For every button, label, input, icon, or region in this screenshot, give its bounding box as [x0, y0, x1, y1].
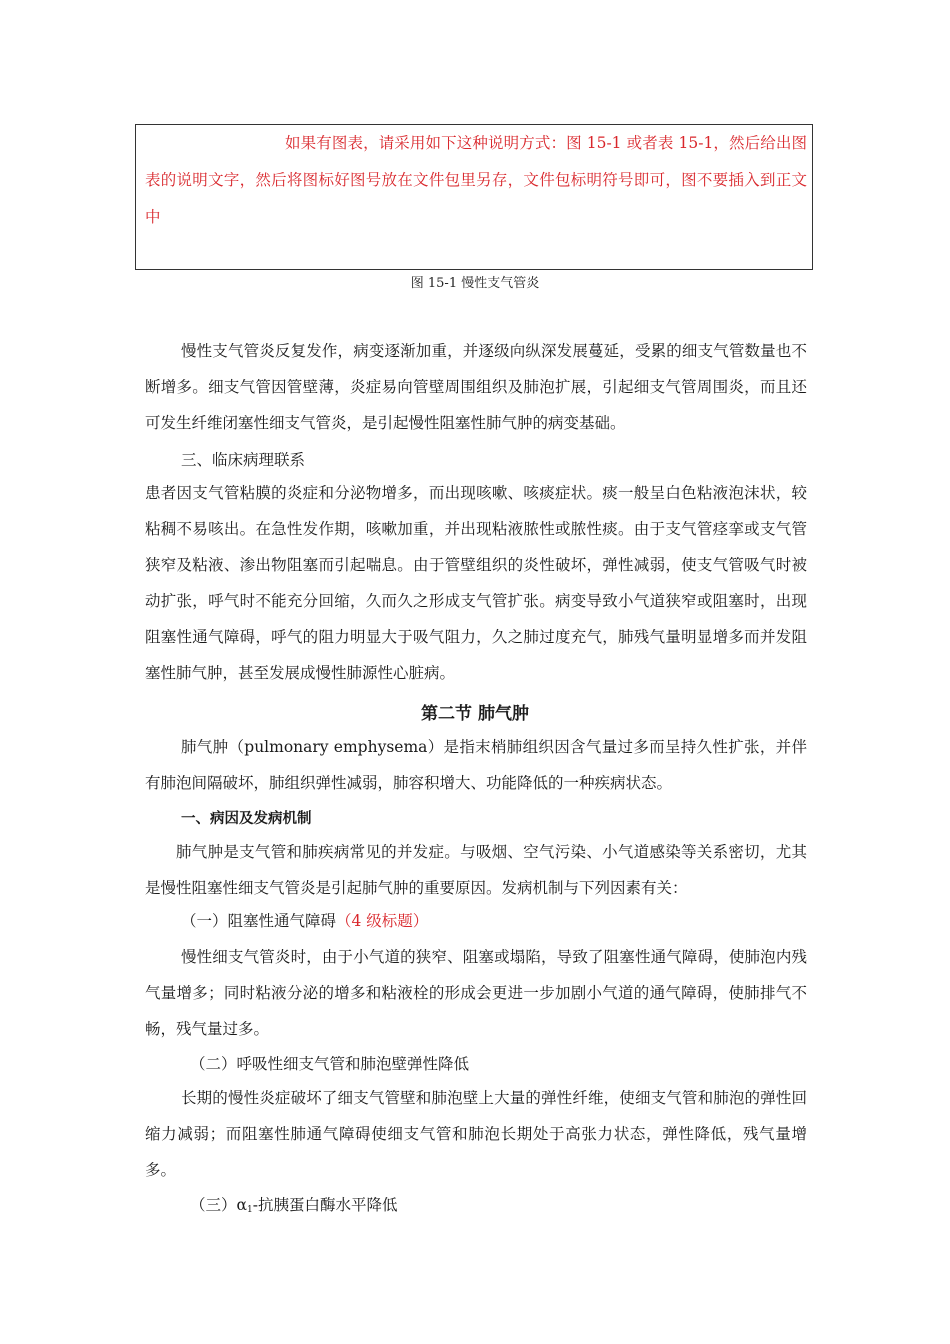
- item-antitrypsin: [190, 1193, 397, 1222]
- item-elasticity-reduction: （二）呼吸性细支气管和肺泡壁弹性降低: [190, 1055, 470, 1073]
- figure-caption: 图 15-1 慢性支气管炎: [410, 276, 540, 291]
- paragraph-emphysema-definition: 肺气肿（pulmonary emphysema）是指末梢肺组织因含气量过多而呈持久性扩张，并伴有肺泡间隔破坏，肺组织弹性减弱，肺容积增大、功能降低的一种疾病状态。: [145, 738, 807, 792]
- figure-instruction-box: [135, 124, 813, 270]
- paragraph-obstructive-ventilation: 慢性细支气管炎时，由于小气道的狭窄、阻塞或塌陷，导致了阻塞性通气障碍，使肺泡内残气量增多；同时粘液分泌的增多和粘液栓的形成会更进一步加剧小气道的通气障碍，使肺排气不畅，残气量过多。: [145, 948, 807, 1038]
- paragraph-clinical-pathology: 患者因支气管粘膜的炎症和分泌物增多，而出现咳嗽、咳痰症状。痰一般呈白色粘液泡沫状，较粘稠不易咳出。在急性发作期，咳嗽加重，并出现粘液脓性或脓性痰。由于支气管痉挛或支气管狭窄及粘液、渗出物阻塞而引起喘息。由于管壁组织的炎性破坏，弹性减弱，使支气管吸气时被动扩张，呼气时不能充分回缩，久而久之形成支气管扩张。病变导致小气道狭窄或阻塞时，出现阻塞性通气障碍，呼气的阻力明显大于吸气阻力，久之肺过度充气，肺残气量明显增多而并发阻塞性肺气肿，甚至发展成慢性肺源性心脏病。: [145, 484, 807, 682]
- paragraph-chronic-bronchitis: 慢性支气管炎反复发作，病变逐渐加重，并逐级向纵深发展蔓延，受累的细支气管数量也不断增多。细支气管因管壁薄，炎症易向管壁周围组织及肺泡扩展，引起细支气管周围炎，而且还可发生纤维闭塞性细支气管炎，是引起慢性阻塞性肺气肿的病变基础。: [145, 342, 807, 432]
- item-antitrypsin-subscript: 1: [246, 1205, 253, 1215]
- item-antitrypsin-prefix: （三）α: [190, 1196, 247, 1214]
- figure-instruction-text: 如果有图表，请采用如下这种说明方式：图 15-1 或者表 15-1，然后给出图表的说明文字，然后将图标好图号放在文件包里另存，文件包标明符号即可，图不要插入到正文中: [145, 134, 807, 226]
- paragraph-elasticity-reduction: 长期的慢性炎症破坏了细支气管壁和肺泡壁上大量的弹性纤维，使细支气管和肺泡的弹性回缩力减弱；而阻塞性肺通气障碍使细支气管和肺泡长期处于高张力状态，弹性降低，残气量增多。: [145, 1089, 807, 1179]
- item-obstructive-ventilation-title: （一）阻塞性通气障碍: [181, 912, 337, 930]
- item-antitrypsin-rest: -抗胰蛋白酶水平降低: [252, 1196, 398, 1214]
- heading-level-note: （4 级标题）: [336, 912, 429, 930]
- section-title-clinical-pathology: 三、临床病理联系: [181, 451, 306, 469]
- section-heading-emphysema: 第二节 肺气肿: [421, 704, 529, 724]
- item-obstructive-ventilation: [181, 909, 428, 933]
- subheading-etiology: 一、病因及发病机制: [181, 811, 312, 827]
- paragraph-etiology: 肺气肿是支气管和肺疾病常见的并发症。与吸烟、空气污染、小气道感染等关系密切，尤其是慢性阻塞性细支气管炎是引起肺气肿的重要原因。发病机制与下列因素有关：: [145, 843, 807, 897]
